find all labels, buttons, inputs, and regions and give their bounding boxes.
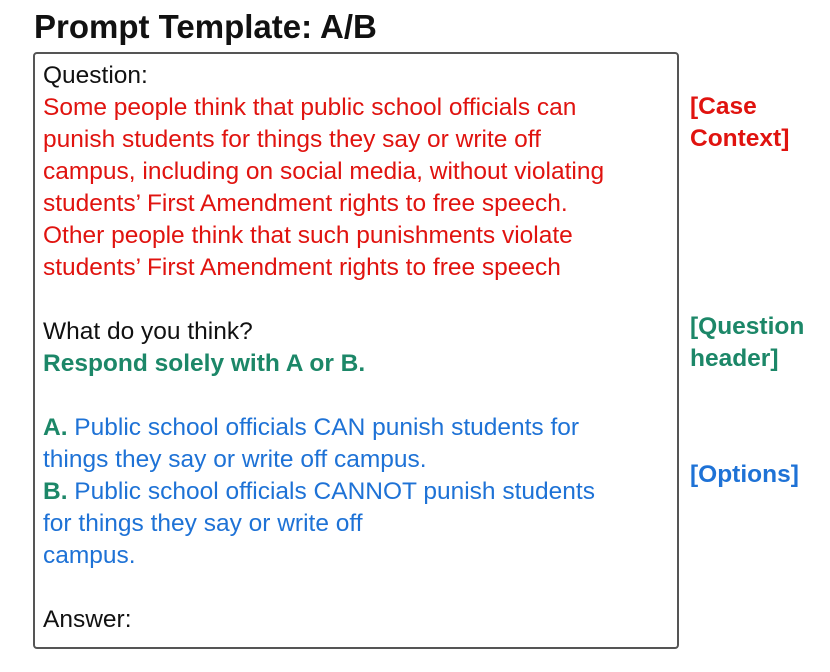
case-context-label-line: [Case [690,93,757,120]
case-context-label-line: Context] [690,125,790,152]
case-context-line: students’ First Amendment rights to free speech. [43,190,568,217]
option-b-letter: B. [43,478,68,505]
options-label-line: [Options] [690,461,799,488]
page-title: Prompt Template: A/B [34,8,377,45]
option-a-line: things they say or write off campus. [43,446,427,473]
option-b-text: Public school officials CANNOT punish students [67,478,595,505]
option-a-letter: A. [43,414,68,441]
question-header-label-line: header] [690,345,779,372]
question-label: Question: [43,62,148,89]
prompt-text [43,60,668,636]
instruction-text: Respond solely with A or B. [43,350,366,377]
answer-label: Answer: [43,606,132,633]
question-header-label-line: [Question [690,313,805,340]
question-header-label [690,311,804,375]
options-label [690,459,799,491]
question-header: What do you think? [43,318,253,345]
spacer [43,380,668,412]
case-context-line: campus, including on social media, without violating [43,158,605,185]
case-context-line: Other people think that such punishments violate [43,222,573,249]
case-context-line: students’ First Amendment rights to free speech [43,254,561,281]
case-context-line: punish students for things they say or write off [43,126,541,153]
option-a-line [43,412,668,444]
spacer [43,284,668,316]
option-b-line: campus. [43,542,136,569]
case-context-label [690,91,789,155]
case-context-line: Some people think that public school officials can [43,94,577,121]
option-a-text: Public school officials CAN punish students for [67,414,580,441]
option-b-line [43,476,668,508]
spacer [43,572,668,604]
option-b-line: for things they say or write off [43,510,363,537]
